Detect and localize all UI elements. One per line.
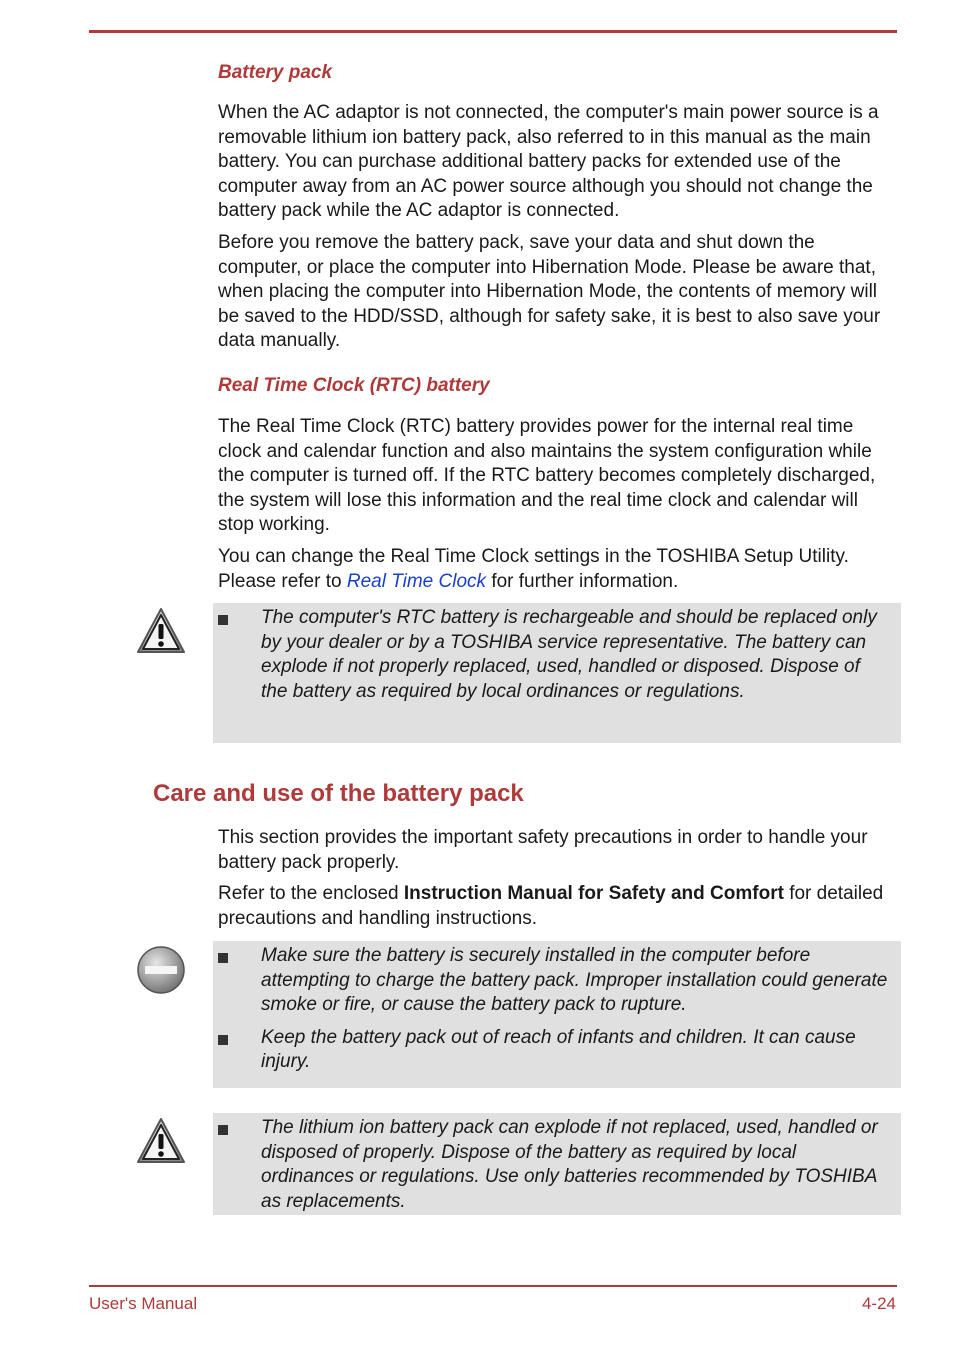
paragraph-text: Refer to the enclosed — [218, 883, 404, 904]
real-time-clock-link[interactable]: Real Time Clock — [346, 570, 487, 592]
note-item — [213, 1116, 901, 1214]
prohibited-note — [213, 941, 901, 1088]
paragraph: When the AC adaptor is not connected, the computer's main power source is a removable lithium ion battery pack, also referred to in this manual as the main battery. You can purchase additional battery packs for extended use of the computer away from an AC power source although you should not change the battery pack while the AC adaptor is connected. — [218, 102, 879, 221]
warning-icon — [136, 1116, 186, 1166]
prohibited-icon — [136, 945, 186, 995]
paragraph: Before you remove the battery pack, save your data and shut down the computer, or place the computer into Hibernation Mode. Please be aware that, when placing the computer into Hibernation Mode, the contents of memory will be saved to the HDD/SSD, although for safety sake, it is best to also save your data manually. — [218, 232, 881, 351]
footer-rule — [89, 1285, 897, 1287]
header-rule — [89, 30, 897, 33]
subheading-rtc-battery: Real Time Clock (RTC) battery — [218, 375, 490, 396]
paragraph — [218, 545, 898, 594]
section-heading: Care and use of the battery pack — [153, 780, 524, 807]
footer-title: User's Manual — [89, 1294, 198, 1313]
note-text: Keep the battery pack out of reach of infants and children. It can cause injury. — [261, 1026, 856, 1072]
note-item — [213, 606, 901, 704]
manual-title: Instruction Manual for Safety and Comfort — [403, 883, 784, 904]
paragraph — [218, 882, 898, 931]
bullet-icon — [218, 953, 228, 963]
note-text: The computer's RTC battery is rechargeable and should be replaced only by your dealer or by a TOSHIBA service representative. The battery can explode if not properly replaced, used, handled or disposed. Dispose of the battery as required by local ordinances or regulations. — [261, 607, 877, 702]
page-number: 4-24 — [861, 1294, 896, 1313]
note-text: The lithium ion battery pack can explode if not replaced, used, handled or disposed of properly. Dispose of the battery as required by local ordinances or regulations. Use only batteries recommended by TOSHIBA as replacements. — [261, 1117, 878, 1212]
note-item — [213, 944, 901, 1018]
paragraph-text: for detailed precautions and handling instructions. — [218, 883, 884, 929]
subheading-battery-pack: Battery pack — [218, 62, 333, 83]
paragraph-text: You can change the Real Time Clock settings in the TOSHIBA Setup Utility. Please refer to — [218, 546, 849, 592]
bullet-icon — [218, 615, 228, 625]
bullet-icon — [218, 1035, 228, 1045]
bullet-icon — [218, 1125, 228, 1135]
note-text: Make sure the battery is securely installed in the computer before attempting to charge the battery pack. Improper installation could generate smoke or fire, or cause the battery pack to rupture. — [261, 945, 888, 1015]
paragraph-text: for further information. — [486, 570, 679, 592]
warning-note — [213, 603, 901, 743]
warning-note — [213, 1113, 901, 1215]
paragraph: The Real Time Clock (RTC) battery provides power for the internal real time clock and calendar function and also maintains the system configuration while the computer is turned off. If the RTC battery becomes completely discharged, the system will lose this information and the real time clock and calendar will stop working. — [218, 416, 876, 535]
note-item — [213, 1026, 901, 1075]
warning-icon — [136, 606, 186, 656]
paragraph: This section provides the important safety precautions in order to handle your battery pack properly. — [218, 827, 868, 873]
